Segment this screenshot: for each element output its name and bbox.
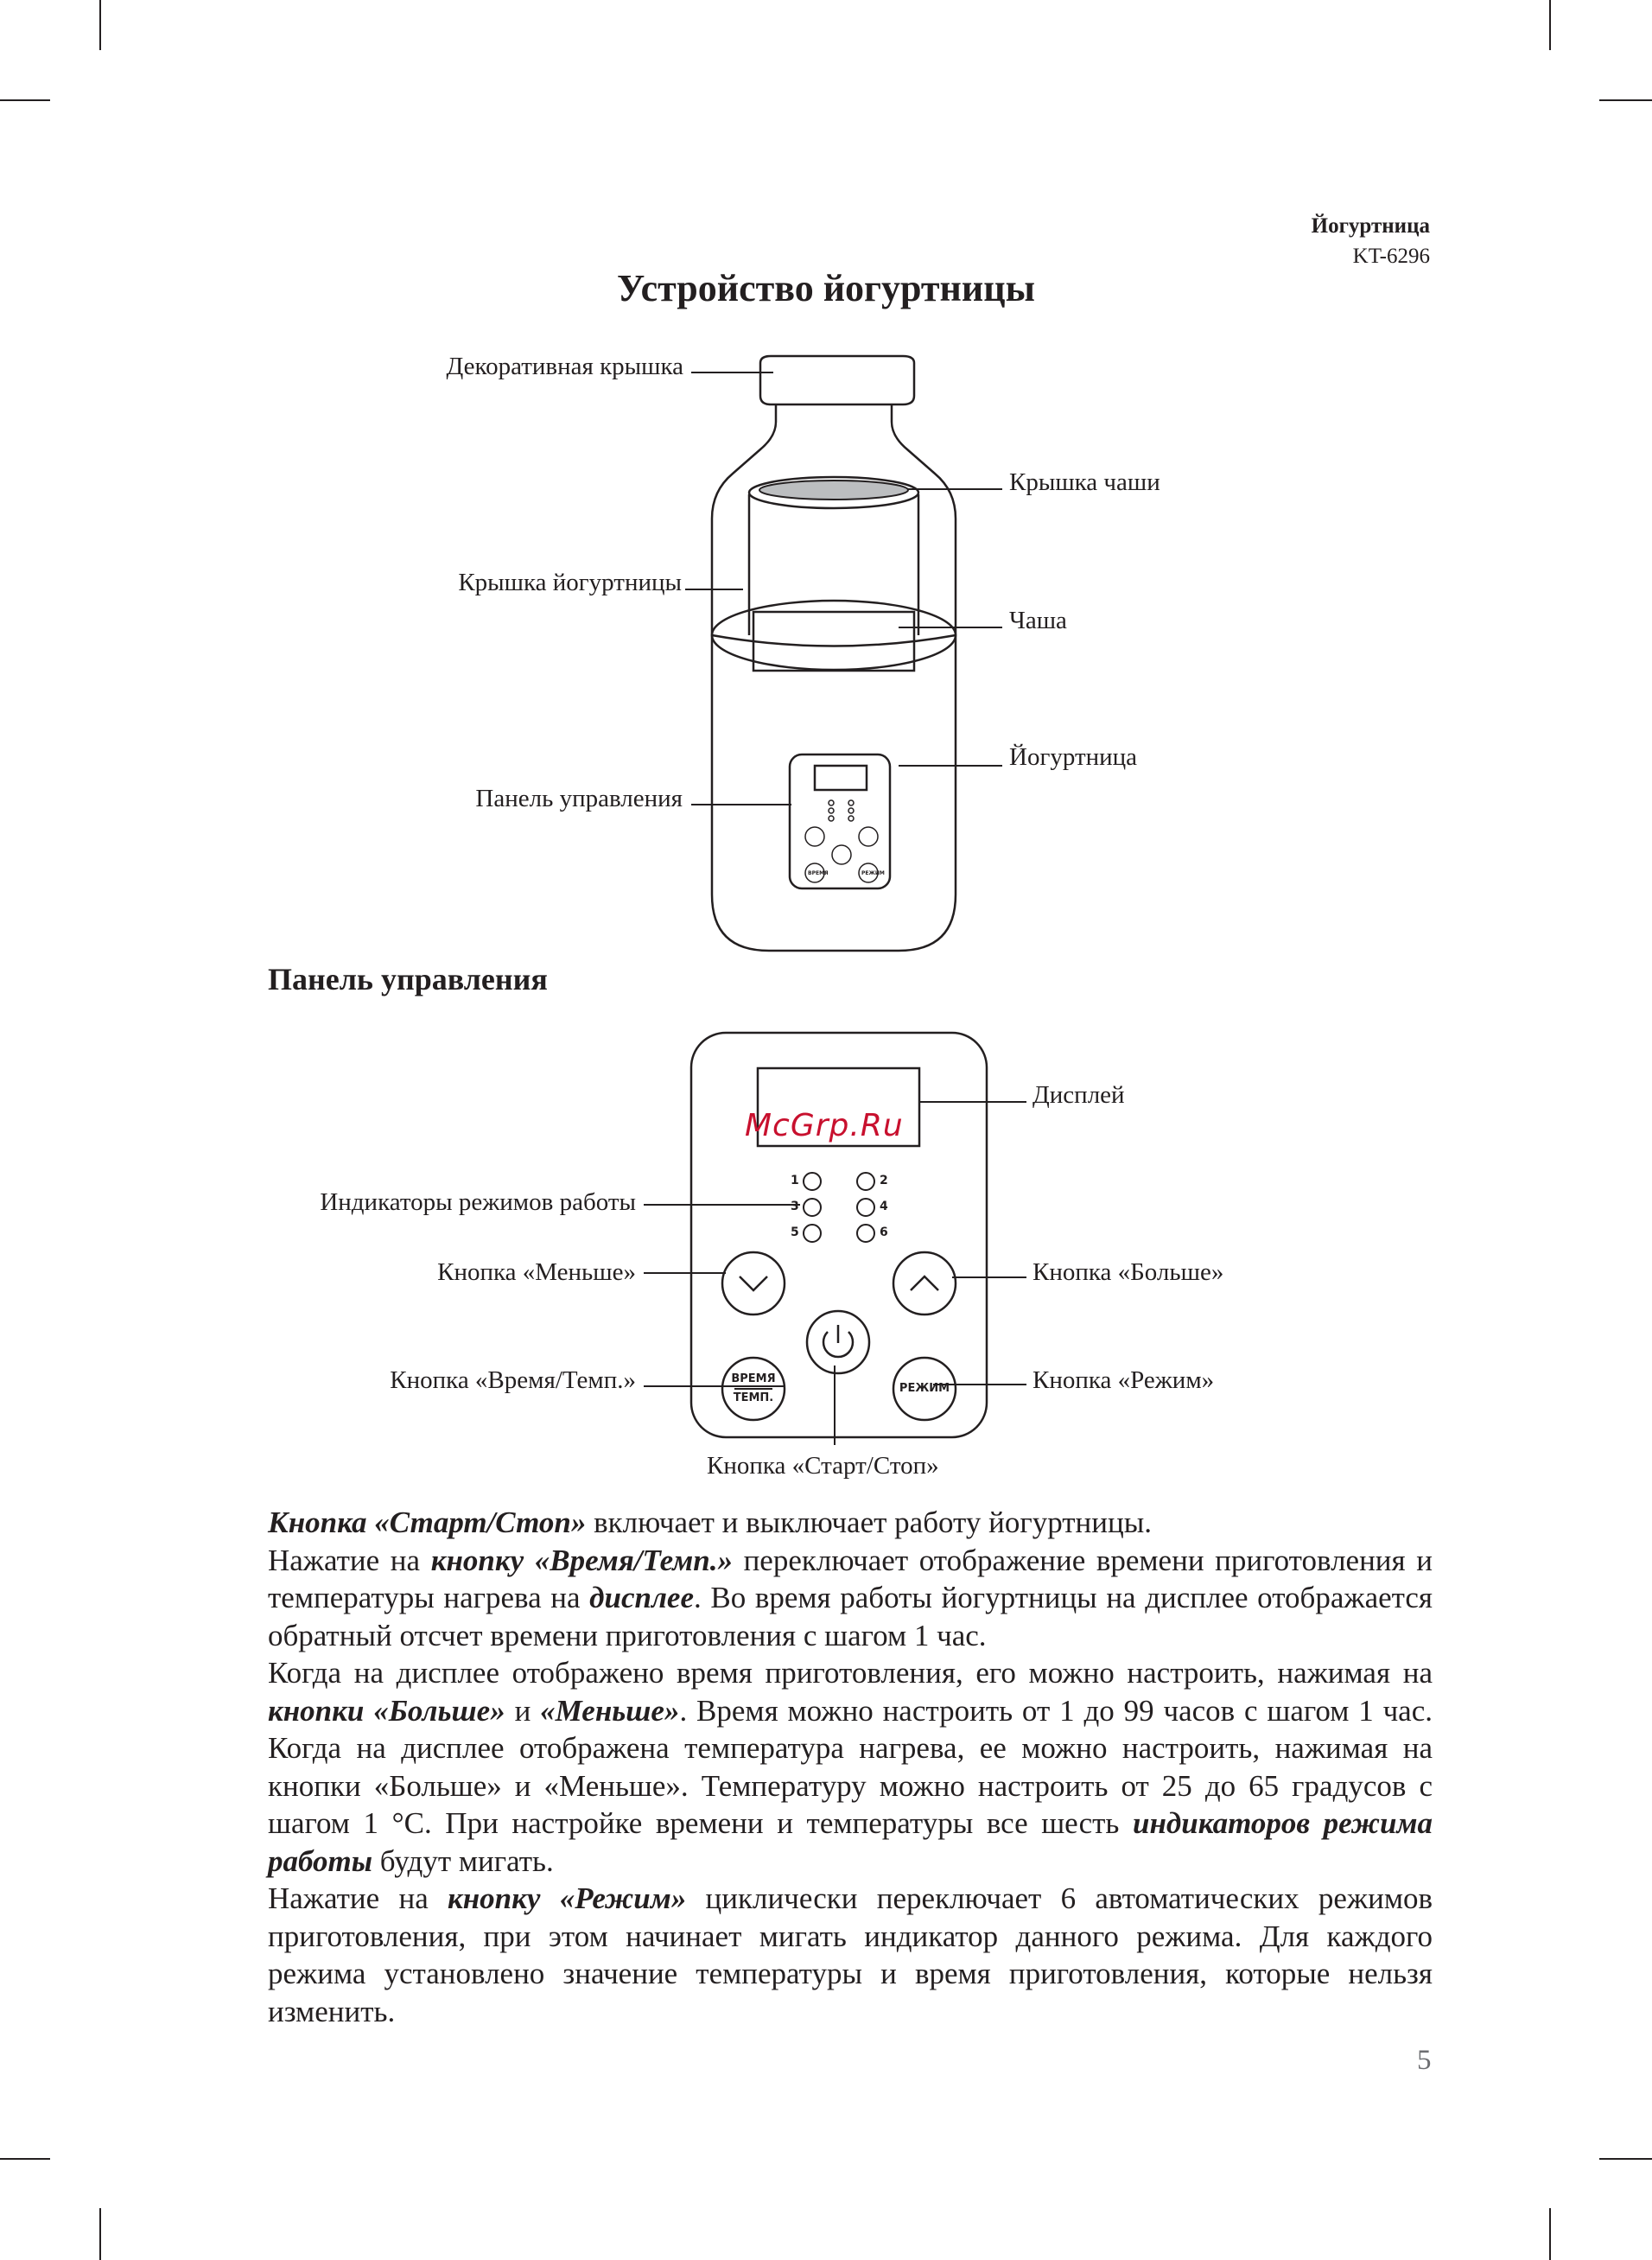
time-temp-divider: [734, 1388, 772, 1390]
crop-mark: [99, 0, 101, 50]
label-less-button: Кнопка «Меньше»: [437, 1258, 636, 1286]
indicator-label-2: 2: [880, 1174, 888, 1187]
label-mode-indicators: Индикаторы режимов работы: [320, 1188, 636, 1216]
section-subtitle: Панель управления: [268, 962, 548, 996]
body-text: [268, 1504, 1433, 2030]
bottle-outline: [712, 404, 956, 951]
time-temp-button-line2: ТЕМП.: [733, 1391, 774, 1404]
term-mode: кнопку «Режим»: [448, 1881, 687, 1915]
text-run: Когда на дисплее отображено время приготовления, его можно настроить, нажимая на: [268, 1656, 1433, 1690]
term-time-temp: кнопку «Время/Темп.»: [430, 1543, 733, 1577]
label-yogurt-maker: Йогуртница: [1009, 743, 1138, 771]
indicator-label-5: 5: [791, 1225, 799, 1239]
paragraph-3: [268, 1654, 1433, 1880]
indicator-2-shape: [857, 1173, 874, 1190]
label-yogurt-lid: Крышка йогуртницы: [458, 569, 682, 596]
text-run: переключает отображение времени приготовления и температуры нагрева на: [268, 1543, 1433, 1614]
paragraph-2: [268, 1542, 1433, 1655]
crop-mark: [99, 2208, 101, 2260]
rim-ellipse: [712, 601, 956, 670]
crop-mark: [1599, 99, 1652, 101]
label-time-temp-button: Кнопка «Время/Темп.»: [390, 1366, 636, 1394]
indicator-label-6: 6: [880, 1225, 888, 1239]
label-bowl: Чаша: [1009, 607, 1067, 634]
text-run: . Время можно настроить от 1 до 99 часов с шагом 1 час. Когда на дисплее отображена температура нагрева, ее можно настроить, нажимая на кнопки «Больше» и «Меньше». Температуру можно настроить от 25 до 65 градусов с шагом 1 °С. При настройке времени и температуры все шесть: [268, 1693, 1433, 1840]
page-number: 5: [1417, 2045, 1432, 2076]
crop-mark: [1549, 2208, 1551, 2260]
bowl-lid-shape: [749, 477, 918, 508]
watermark: McGrp.Ru: [745, 1108, 904, 1143]
label-start-stop-button: Кнопка «Старт/Стоп»: [707, 1452, 939, 1480]
term-less: «Меньше»: [540, 1693, 680, 1728]
page-title: Устройство йогуртницы: [617, 267, 1035, 309]
label-deco-lid: Декоративная крышка: [446, 353, 683, 380]
base-line: [712, 635, 956, 646]
indicator-6-shape: [857, 1225, 874, 1242]
label-control-panel: Панель управления: [475, 785, 683, 812]
indicator-3-shape: [804, 1199, 821, 1216]
text-run: включает и выключает работу йогуртницы.: [586, 1506, 1153, 1539]
term-start-stop: Кнопка «Старт/Стоп»: [268, 1506, 587, 1539]
text-run: циклически переключает 6 автоматических режимов приготовления, при этом начинает мигать индикатор данного режима. Для каждого режима установлено значение температуры и время приготовления, которые нельзя изменить.: [268, 1881, 1433, 2028]
time-temp-button-line1: ВРЕМЯ: [731, 1372, 776, 1385]
crop-mark: [1599, 2158, 1652, 2160]
crop-mark: [0, 99, 50, 101]
text-run: будут мигать.: [372, 1843, 554, 1878]
more-button-shape: [893, 1252, 956, 1315]
crop-mark: [1549, 0, 1551, 50]
paragraph-1: [268, 1504, 1433, 1542]
indicator-1-shape: [804, 1173, 821, 1190]
mode-button-text: РЕЖИМ: [899, 1382, 950, 1395]
text-run: и: [505, 1693, 541, 1728]
term-more: кнопки «Больше»: [268, 1693, 505, 1728]
text-run: Нажатие на: [268, 1881, 448, 1915]
label-display: Дисплей: [1032, 1081, 1125, 1109]
label-more-button: Кнопка «Больше»: [1032, 1258, 1224, 1286]
small-panel-shape: [790, 754, 890, 888]
term-indicators: индикаторов режима работы: [268, 1806, 1433, 1878]
less-button-shape: [722, 1252, 785, 1315]
indicator-4-shape: [857, 1199, 874, 1216]
svg-text:РЕЖИМ: РЕЖИМ: [861, 870, 885, 876]
paragraph-4: [268, 1880, 1433, 2030]
label-bowl-lid: Крышка чаши: [1009, 468, 1160, 496]
indicator-label-3: 3: [791, 1200, 799, 1213]
header-model: KT-6296: [1352, 245, 1430, 268]
indicator-5-shape: [804, 1225, 821, 1242]
text-run: Нажатие на: [268, 1543, 431, 1577]
svg-text:ВРЕМЯ: ВРЕМЯ: [808, 870, 829, 876]
label-mode-button: Кнопка «Режим»: [1032, 1366, 1215, 1394]
crop-mark: [0, 2158, 50, 2160]
bowl-shape: [753, 612, 914, 671]
indicator-label-4: 4: [880, 1200, 888, 1213]
indicator-label-1: 1: [791, 1174, 799, 1187]
text-run: . Во время работы йогуртницы на дисплее отображается обратный отсчет времени приготовления с шагом 1 час.: [268, 1581, 1433, 1652]
deco-lid-shape: [760, 356, 914, 404]
start-stop-button-shape: [807, 1311, 869, 1373]
term-display: дисплее: [589, 1581, 694, 1614]
header-brand: Йогуртница: [1311, 214, 1430, 238]
